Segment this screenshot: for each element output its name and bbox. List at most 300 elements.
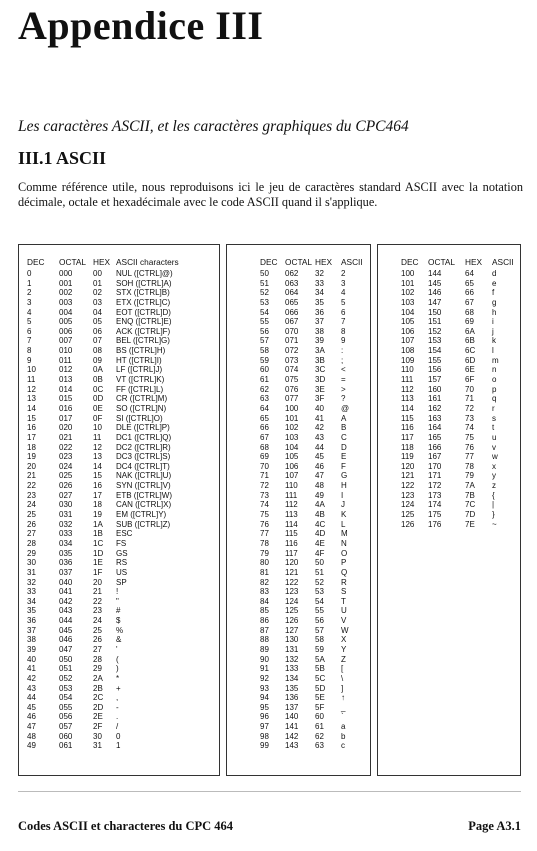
octal-cell: 111 bbox=[285, 490, 298, 500]
hex-cell: 4F bbox=[315, 548, 325, 558]
table-row bbox=[227, 558, 370, 568]
hex-cell: 50 bbox=[315, 558, 324, 568]
table-row bbox=[378, 269, 520, 279]
octal-cell: 112 bbox=[285, 500, 298, 510]
octal-cell: 131 bbox=[285, 644, 299, 654]
table-row bbox=[19, 471, 219, 481]
octal-cell: 104 bbox=[285, 442, 299, 452]
octal-cell: 040 bbox=[59, 577, 73, 587]
hex-cell: 00 bbox=[93, 269, 102, 278]
dec-cell: 9 bbox=[27, 355, 32, 365]
dec-cell: 51 bbox=[260, 278, 269, 288]
ascii-cell: h bbox=[492, 307, 497, 317]
table-rows bbox=[227, 269, 370, 751]
dec-cell: 116 bbox=[401, 423, 414, 433]
octal-cell: 001 bbox=[59, 278, 73, 288]
table-header bbox=[378, 257, 520, 267]
table-row bbox=[19, 481, 219, 491]
table-row bbox=[19, 558, 219, 568]
table-row bbox=[227, 500, 370, 510]
table-row bbox=[19, 443, 219, 453]
table-row bbox=[378, 336, 520, 346]
octal-cell: 143 bbox=[285, 741, 299, 751]
dec-cell: 22 bbox=[27, 481, 36, 491]
table-row bbox=[378, 365, 520, 375]
dec-cell: 46 bbox=[27, 712, 36, 722]
table-row bbox=[378, 346, 520, 356]
table-row bbox=[378, 520, 520, 530]
hex-cell: 44 bbox=[315, 442, 324, 452]
ascii-cell: ~ bbox=[492, 519, 497, 529]
hex-cell: 43 bbox=[315, 432, 324, 442]
dec-cell: 120 bbox=[401, 461, 415, 471]
table-row bbox=[227, 452, 370, 462]
octal-cell: 017 bbox=[59, 413, 73, 423]
octal-cell: 070 bbox=[285, 326, 299, 336]
dec-cell: 84 bbox=[260, 596, 269, 606]
table-row bbox=[227, 423, 370, 433]
ascii-cell: GS bbox=[116, 548, 128, 558]
octal-cell: 014 bbox=[59, 384, 73, 394]
hex-cell: 75 bbox=[465, 432, 474, 442]
dec-cell: 43 bbox=[27, 683, 36, 693]
hex-cell: 2C bbox=[93, 693, 104, 703]
hex-cell: 16 bbox=[93, 481, 102, 491]
hex-cell: 09 bbox=[93, 355, 102, 365]
ascii-cell: l bbox=[492, 346, 494, 356]
ascii-cell: ; bbox=[341, 355, 344, 365]
footer-divider bbox=[18, 791, 521, 792]
table-row bbox=[19, 414, 219, 424]
header-dec: DEC bbox=[401, 257, 419, 267]
ascii-cell: { bbox=[492, 490, 495, 500]
octal-cell: 134 bbox=[285, 673, 299, 683]
table-row bbox=[19, 356, 219, 366]
dec-cell: 6 bbox=[27, 326, 32, 336]
dec-cell: 83 bbox=[260, 587, 269, 597]
ascii-cell: HT ([CTRL]I) bbox=[116, 355, 162, 365]
dec-cell: 119 bbox=[401, 452, 414, 462]
hex-cell: 19 bbox=[93, 510, 102, 520]
octal-cell: 077 bbox=[285, 394, 299, 404]
hex-cell: 12 bbox=[93, 442, 102, 452]
ascii-cell: 4 bbox=[341, 288, 346, 298]
table-row bbox=[19, 365, 219, 375]
dec-cell: 126 bbox=[401, 519, 415, 529]
octal-cell: 103 bbox=[285, 432, 299, 442]
ascii-cell: DC2 ([CTRL]R) bbox=[116, 442, 171, 452]
octal-cell: 116 bbox=[285, 538, 298, 548]
hex-cell: 27 bbox=[93, 644, 102, 654]
octal-cell: 137 bbox=[285, 702, 299, 712]
hex-cell: 2E bbox=[93, 712, 103, 722]
hex-cell: 5B bbox=[315, 664, 325, 674]
octal-cell: 013 bbox=[59, 375, 73, 385]
dec-cell: 19 bbox=[27, 452, 36, 462]
octal-cell: 066 bbox=[285, 307, 299, 317]
hex-cell: 71 bbox=[465, 394, 474, 404]
octal-cell: 035 bbox=[59, 548, 73, 558]
dec-cell: 113 bbox=[401, 394, 414, 404]
dec-cell: 80 bbox=[260, 558, 269, 568]
table-row bbox=[378, 375, 520, 385]
table-row bbox=[227, 732, 370, 742]
dec-cell: 8 bbox=[27, 346, 32, 356]
table-row bbox=[19, 317, 219, 327]
ascii-cell: N bbox=[341, 538, 347, 548]
table-row bbox=[227, 308, 370, 318]
table-row bbox=[227, 722, 370, 732]
hex-cell: 28 bbox=[93, 654, 102, 664]
ascii-table-panel-3 bbox=[377, 244, 521, 776]
dec-cell: 106 bbox=[401, 326, 415, 336]
ascii-cell: STX ([CTRL]B) bbox=[116, 288, 170, 298]
dec-cell: 95 bbox=[260, 702, 269, 712]
ascii-cell: 8 bbox=[341, 326, 346, 336]
ascii-cell: EOT ([CTRL]D) bbox=[116, 307, 171, 317]
octal-cell: 053 bbox=[59, 683, 73, 693]
ascii-cell: DLE ([CTRL]P) bbox=[116, 423, 170, 433]
table-row bbox=[227, 510, 370, 520]
octal-cell: 157 bbox=[428, 375, 442, 385]
table-row bbox=[19, 664, 219, 674]
hex-cell: 72 bbox=[465, 403, 474, 413]
ascii-cell: ' bbox=[116, 644, 118, 654]
dec-cell: 88 bbox=[260, 635, 269, 645]
table-row bbox=[19, 549, 219, 559]
table-row bbox=[19, 616, 219, 626]
dec-cell: 27 bbox=[27, 529, 36, 539]
ascii-cell: SOH ([CTRL]A) bbox=[116, 278, 172, 288]
dec-cell: 24 bbox=[27, 500, 36, 510]
dec-cell: 63 bbox=[260, 394, 269, 404]
dec-cell: 59 bbox=[260, 355, 269, 365]
hex-cell: 6F bbox=[465, 375, 475, 385]
hex-cell: 60 bbox=[315, 712, 324, 722]
dec-cell: 45 bbox=[27, 702, 36, 712]
octal-cell: 074 bbox=[285, 365, 299, 375]
dec-cell: 79 bbox=[260, 548, 269, 558]
header-octal: OCTAL bbox=[428, 257, 456, 267]
table-row bbox=[19, 491, 219, 501]
octal-cell: 117 bbox=[285, 548, 298, 558]
table-row bbox=[19, 346, 219, 356]
ascii-cell: Y bbox=[341, 644, 347, 654]
dec-cell: 82 bbox=[260, 577, 269, 587]
octal-cell: 113 bbox=[285, 510, 298, 520]
hex-cell: 40 bbox=[315, 403, 324, 413]
hex-cell: 64 bbox=[465, 269, 474, 278]
hex-cell: 2B bbox=[93, 683, 103, 693]
ascii-cell: \ bbox=[341, 673, 344, 683]
hex-cell: 3D bbox=[315, 375, 326, 385]
table-row bbox=[227, 635, 370, 645]
ascii-cell: BS ([CTRL]H) bbox=[116, 346, 166, 356]
octal-cell: 155 bbox=[428, 355, 442, 365]
hex-cell: 01 bbox=[93, 278, 102, 288]
dec-cell: 33 bbox=[27, 587, 36, 597]
hex-cell: 3C bbox=[315, 365, 326, 375]
hex-cell: 0E bbox=[93, 403, 103, 413]
ascii-cell: RS bbox=[116, 558, 128, 568]
dec-cell: 66 bbox=[260, 423, 269, 433]
octal-cell: 172 bbox=[428, 481, 442, 491]
ascii-cell: a bbox=[341, 722, 346, 732]
octal-cell: 044 bbox=[59, 616, 73, 626]
dec-cell: 85 bbox=[260, 606, 269, 616]
ascii-cell: VT ([CTRL]K) bbox=[116, 375, 165, 385]
table-row bbox=[227, 703, 370, 713]
ascii-cell: S bbox=[341, 587, 347, 597]
dec-cell: 81 bbox=[260, 567, 269, 577]
dec-cell: 2 bbox=[27, 288, 32, 298]
ascii-cell: L bbox=[341, 519, 346, 529]
dec-cell: 53 bbox=[260, 297, 269, 307]
ascii-cell: b bbox=[341, 731, 346, 741]
octal-cell: 032 bbox=[59, 519, 73, 529]
table-row bbox=[19, 510, 219, 520]
ascii-cell: x bbox=[492, 461, 496, 471]
table-row bbox=[227, 317, 370, 327]
octal-cell: 065 bbox=[285, 297, 299, 307]
ascii-cell: ( bbox=[116, 654, 119, 664]
dec-cell: 68 bbox=[260, 442, 269, 452]
hex-cell: 17 bbox=[93, 490, 102, 500]
ascii-cell: + bbox=[116, 683, 121, 693]
octal-cell: 156 bbox=[428, 365, 442, 375]
hex-cell: 46 bbox=[315, 461, 324, 471]
header-octal: OCTAL bbox=[285, 257, 313, 267]
octal-cell: 073 bbox=[285, 355, 299, 365]
octal-cell: 075 bbox=[285, 375, 299, 385]
octal-cell: 140 bbox=[285, 712, 299, 722]
octal-cell: 170 bbox=[428, 461, 442, 471]
hex-cell: 03 bbox=[93, 297, 102, 307]
dec-cell: 32 bbox=[27, 577, 36, 587]
dec-cell: 52 bbox=[260, 288, 269, 298]
octal-cell: 055 bbox=[59, 702, 73, 712]
dec-cell: 78 bbox=[260, 538, 269, 548]
table-row bbox=[19, 394, 219, 404]
table-row bbox=[227, 375, 370, 385]
hex-cell: 54 bbox=[315, 596, 324, 606]
octal-cell: 132 bbox=[285, 654, 299, 664]
dec-cell: 41 bbox=[27, 664, 36, 674]
header-hex: HEX bbox=[93, 257, 111, 267]
table-row bbox=[227, 529, 370, 539]
ascii-cell: 9 bbox=[341, 336, 346, 346]
table-row bbox=[19, 298, 219, 308]
dec-cell: 40 bbox=[27, 654, 36, 664]
table-row bbox=[227, 288, 370, 298]
dec-cell: 115 bbox=[401, 413, 414, 423]
octal-cell: 072 bbox=[285, 346, 299, 356]
dec-cell: 92 bbox=[260, 673, 269, 683]
dec-cell: 94 bbox=[260, 693, 269, 703]
octal-cell: 144 bbox=[428, 269, 442, 278]
table-row bbox=[227, 712, 370, 722]
octal-cell: 037 bbox=[59, 567, 73, 577]
dec-cell: 16 bbox=[27, 423, 36, 433]
table-row bbox=[227, 645, 370, 655]
dec-cell: 74 bbox=[260, 500, 269, 510]
octal-cell: 154 bbox=[428, 346, 442, 356]
octal-cell: 062 bbox=[285, 269, 299, 278]
octal-cell: 114 bbox=[285, 519, 298, 529]
dec-cell: 21 bbox=[27, 471, 36, 481]
ascii-cell: ACK ([CTRL]F) bbox=[116, 326, 171, 336]
ascii-cell: C bbox=[341, 432, 347, 442]
dec-cell: 44 bbox=[27, 693, 36, 703]
dec-cell: 61 bbox=[260, 375, 269, 385]
ascii-cell: ESC bbox=[116, 529, 133, 539]
octal-cell: 152 bbox=[428, 326, 442, 336]
hex-cell: 02 bbox=[93, 288, 102, 298]
octal-cell: 127 bbox=[285, 625, 299, 635]
dec-cell: 39 bbox=[27, 644, 36, 654]
dec-cell: 0 bbox=[27, 269, 32, 278]
dec-cell: 34 bbox=[27, 596, 36, 606]
ascii-cell: ` bbox=[341, 712, 344, 722]
hex-cell: 1A bbox=[93, 519, 103, 529]
hex-cell: 34 bbox=[315, 288, 324, 298]
ascii-cell: K bbox=[341, 510, 347, 520]
octal-cell: 064 bbox=[285, 288, 299, 298]
intro-paragraph: Comme référence utile, nous reproduisons ici le jeu de caractères standard ASCII avec la notation décimale, octale et hexadécimale avec le code ASCII quand il s'applique. bbox=[18, 180, 523, 209]
dec-cell: 1 bbox=[27, 278, 32, 288]
octal-cell: 005 bbox=[59, 317, 73, 327]
hex-cell: 77 bbox=[465, 452, 474, 462]
dec-cell: 15 bbox=[27, 413, 36, 423]
hex-cell: 3B bbox=[315, 355, 325, 365]
dec-cell: 100 bbox=[401, 269, 415, 278]
octal-cell: 067 bbox=[285, 317, 299, 327]
octal-cell: 063 bbox=[285, 278, 299, 288]
hex-cell: 59 bbox=[315, 644, 324, 654]
hex-cell: 49 bbox=[315, 490, 324, 500]
hex-cell: 5C bbox=[315, 673, 326, 683]
dec-cell: 55 bbox=[260, 317, 269, 327]
dec-cell: 48 bbox=[27, 731, 36, 741]
hex-cell: 63 bbox=[315, 741, 324, 751]
ascii-cell: $ bbox=[116, 616, 121, 626]
hex-cell: 7D bbox=[465, 510, 476, 520]
table-row bbox=[19, 693, 219, 703]
ascii-cell: | bbox=[492, 500, 495, 510]
dec-cell: 13 bbox=[27, 394, 36, 404]
table-row bbox=[227, 462, 370, 472]
ascii-cell: ! bbox=[116, 587, 119, 597]
ascii-cell: = bbox=[341, 375, 346, 385]
table-row bbox=[19, 703, 219, 713]
table-row bbox=[227, 298, 370, 308]
table-rows bbox=[378, 269, 520, 529]
table-row bbox=[227, 616, 370, 626]
octal-cell: 011 bbox=[59, 355, 72, 365]
table-row bbox=[19, 597, 219, 607]
ascii-cell: DC1 ([CTRL]Q) bbox=[116, 432, 172, 442]
dec-cell: 5 bbox=[27, 317, 32, 327]
ascii-cell: n bbox=[492, 365, 497, 375]
hex-cell: 78 bbox=[465, 461, 474, 471]
header-dec: DEC bbox=[27, 257, 45, 267]
hex-cell: 36 bbox=[315, 307, 324, 317]
table-row bbox=[378, 414, 520, 424]
dec-cell: 123 bbox=[401, 490, 415, 500]
ascii-cell: e bbox=[492, 278, 497, 288]
dec-cell: 50 bbox=[260, 269, 269, 278]
hex-cell: 0F bbox=[93, 413, 103, 423]
table-row bbox=[227, 471, 370, 481]
table-row bbox=[227, 684, 370, 694]
table-row bbox=[227, 578, 370, 588]
subtitle: Les caractères ASCII, et les caractères graphiques du CPC464 bbox=[18, 118, 409, 135]
hex-cell: 29 bbox=[93, 664, 102, 674]
octal-cell: 042 bbox=[59, 596, 73, 606]
ascii-cell: 6 bbox=[341, 307, 346, 317]
hex-cell: 1B bbox=[93, 529, 103, 539]
hex-cell: 4B bbox=[315, 510, 325, 520]
ascii-cell: k bbox=[492, 336, 496, 346]
ascii-cell: ↑ bbox=[341, 693, 345, 703]
hex-cell: 52 bbox=[315, 577, 324, 587]
octal-cell: 010 bbox=[59, 346, 73, 356]
ascii-cell: Q bbox=[341, 567, 348, 577]
ascii-cell: CR ([CTRL]M) bbox=[116, 394, 168, 404]
table-row bbox=[19, 568, 219, 578]
table-row bbox=[19, 645, 219, 655]
dec-cell: 37 bbox=[27, 625, 36, 635]
dec-cell: 72 bbox=[260, 481, 269, 491]
hex-cell: 11 bbox=[93, 432, 102, 442]
dec-cell: 117 bbox=[401, 432, 414, 442]
table-row bbox=[227, 394, 370, 404]
octal-cell: 163 bbox=[428, 413, 442, 423]
ascii-cell: < bbox=[341, 365, 346, 375]
ascii-cell: z bbox=[492, 481, 496, 491]
octal-cell: 100 bbox=[285, 403, 299, 413]
hex-cell: 66 bbox=[465, 288, 474, 298]
ascii-cell: R bbox=[341, 577, 347, 587]
table-row bbox=[19, 279, 219, 289]
table-row bbox=[19, 500, 219, 510]
hex-cell: 7B bbox=[465, 490, 475, 500]
hex-cell: 57 bbox=[315, 625, 324, 635]
table-row bbox=[378, 471, 520, 481]
dec-cell: 118 bbox=[401, 442, 414, 452]
hex-cell: 26 bbox=[93, 635, 102, 645]
ascii-cell: i bbox=[492, 317, 494, 327]
ascii-cell: DC3 ([CTRL]S) bbox=[116, 452, 171, 462]
dec-cell: 98 bbox=[260, 731, 269, 741]
octal-cell: 102 bbox=[285, 423, 299, 433]
octal-cell: 076 bbox=[285, 384, 299, 394]
hex-cell: 5D bbox=[315, 683, 326, 693]
octal-cell: 031 bbox=[59, 510, 73, 520]
dec-cell: 108 bbox=[401, 346, 415, 356]
dec-cell: 14 bbox=[27, 403, 36, 413]
octal-cell: 142 bbox=[285, 731, 299, 741]
dec-cell: 36 bbox=[27, 616, 36, 626]
table-row bbox=[378, 491, 520, 501]
ascii-cell: FS bbox=[116, 538, 127, 548]
dec-cell: 99 bbox=[260, 741, 269, 751]
hex-cell: 2F bbox=[93, 722, 103, 732]
dec-cell: 125 bbox=[401, 510, 415, 520]
dec-cell: 77 bbox=[260, 529, 269, 539]
dec-cell: 102 bbox=[401, 288, 415, 298]
dec-cell: 97 bbox=[260, 722, 269, 732]
